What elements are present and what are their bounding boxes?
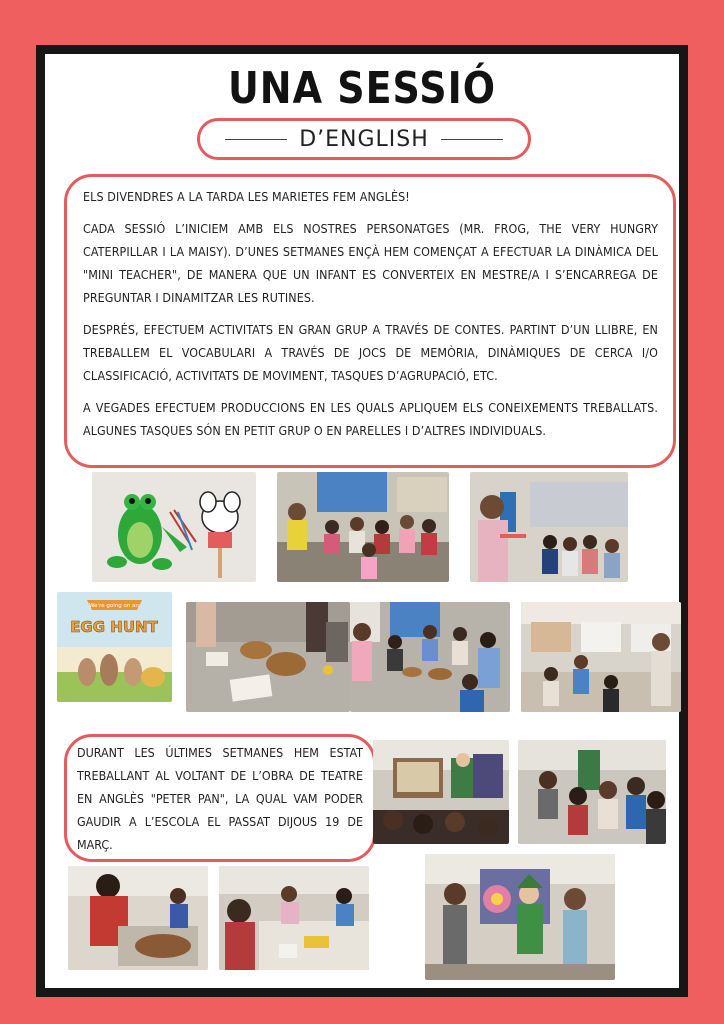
intro-paragraph-2: CADA SESSIÓ L’INICIEM AMB ELS NOSTRES PERSONATGES (MR. FROG, THE VERY HUNGRY CATERPILLAR I LA MAISY). D’UNES SETMANES ENÇÀ HEM COMENÇAT A EFECTUAR LA DINÀMICA DEL "MINI TEACHER", DE MANERA QUE UN INFANT ES CONVERTEIX EN MESTRE/A I S’ENCARREGA DE PREGUNTAR I DINAMITZAR LES RUTINES.: [83, 221, 658, 305]
poster-page: [36, 45, 688, 997]
photo-peter-pan-stage: [373, 740, 509, 844]
theatre-paragraph: DURANT LES ÚLTIMES SETMANES HEM ESTAT TREBALLANT AL VOLTANT DE L’OBRA DE TEATRE EN ANGLÈS "PETER PAN", LA QUAL VAM PODER GAUDIR A L’ESCOLA EL PASSAT DIJOUS 19 DE MARÇ.: [77, 745, 363, 852]
intro-text-box: [64, 174, 676, 468]
intro-paragraph-4: A VEGADES EFECTUEM PRODUCCIONS EN LES QUALS APLIQUEM ELS CONEIXEMENTS TREBALLATS. ALGUNES TASQUES SÓN EN PETIT GRUP O EN PARELLES I D’ALTRES INDIVIDUALS.: [83, 400, 658, 438]
photo-puppets: [92, 472, 256, 582]
photo-peter-pan-actor: [425, 854, 615, 980]
subtitle-pill: [197, 118, 531, 160]
photo-mini-teacher: [470, 472, 628, 582]
photo-basket-game: [186, 602, 350, 712]
photo-egg-hunt-book: [57, 592, 172, 702]
intro-paragraph-3: DESPRÉS, EFECTUEM ACTIVITATS EN GRAN GRUP A TRAVÉS DE CONTES. PARTINT D’UN LLIBRE, EN TREBALLEM EL VOCABULARI A TRAVÉS DE JOCS DE MEMÒRIA, DINÀMIQUES DE CERCA I/O CLASSIFICACIÓ, ACTIVITATS DE MOVIMENT, TASQUES D’AGRUPACIÓ, ETC.: [83, 322, 658, 383]
divider-line-right: [441, 139, 503, 140]
book-title: EGG HUNT: [70, 618, 158, 636]
theatre-text-box: [64, 734, 376, 862]
photo-table-activity: [219, 866, 369, 970]
book-banner: We're going on an: [89, 603, 139, 609]
intro-paragraph-1: ELS DIVENDRES A LA TARDA LES MARIETES FEM ANGLÈS!: [83, 189, 410, 204]
divider-line-left: [225, 139, 287, 140]
page-title: UNA SESSIÓ: [227, 62, 497, 114]
page-subtitle: D’ENGLISH: [299, 126, 429, 152]
photo-classroom-group-1: [277, 472, 449, 582]
photo-classroom-circle: [350, 602, 510, 712]
photo-classroom-wide: [521, 602, 681, 712]
photo-peter-pan-audience: [518, 740, 666, 844]
photo-sensory-tray: [68, 866, 208, 970]
